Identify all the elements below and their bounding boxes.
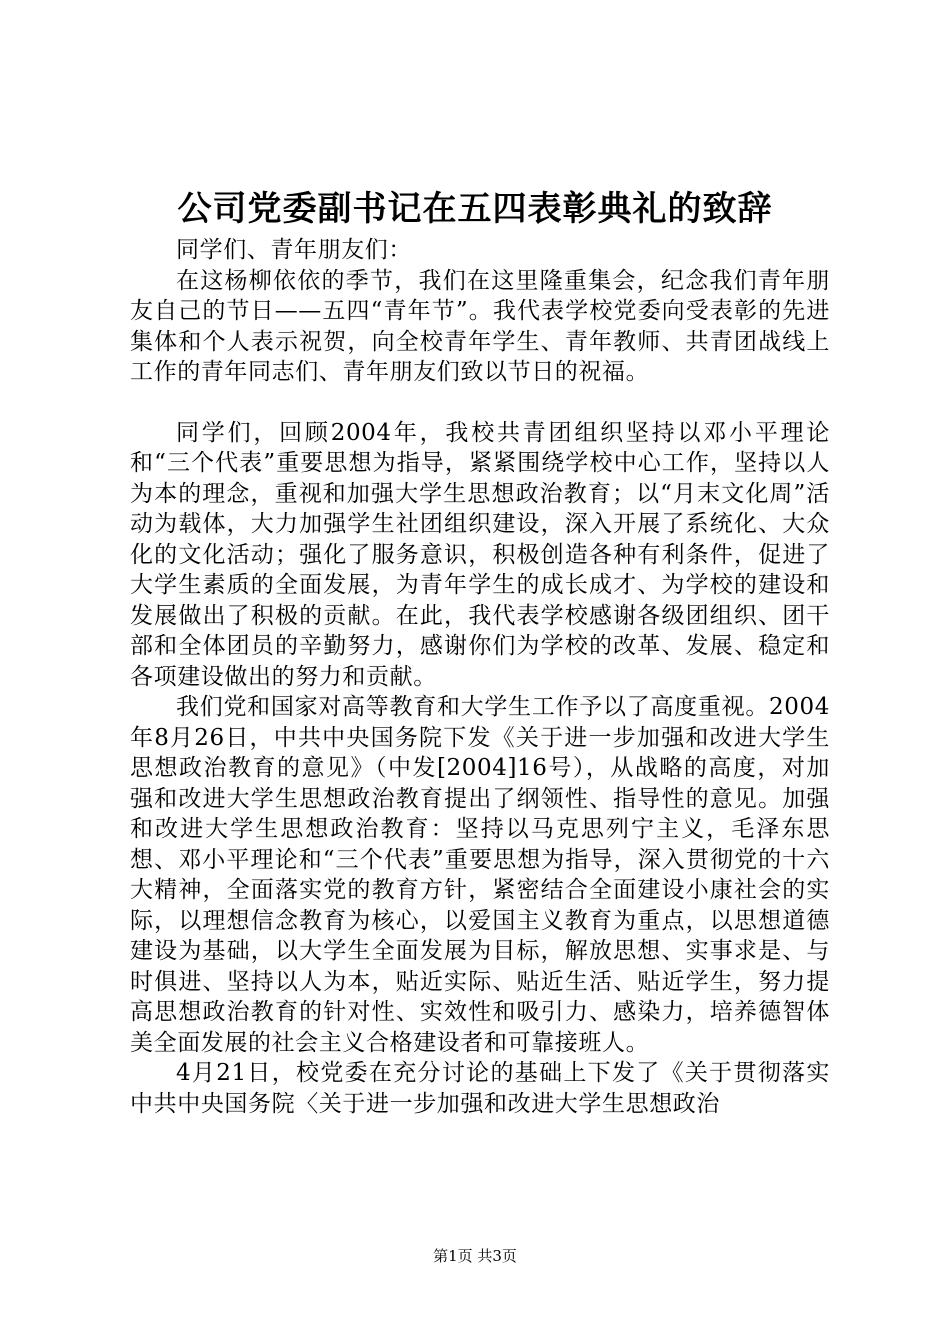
body-paragraph-1: 在这杨柳依依的季节，我们在这里隆重集会，纪念我们青年朋友自己的节日——五四“青年节”。我代表学校党委向受表彰的先进集体和个人表示祝贺，向全校青年学生、青年教师、共青团战线上工作的青年同志们、青年朋友们致以节日的祝福。 (130, 267, 830, 385)
body-paragraph-3: 我们党和国家对高等教育和大学生工作予以了高度重视。2004年8月26日，中共中央国务院下发《关于进一步加强和改进大学生思想政治教育的意见》（中发[2004]16号），从战略的高度，对加强和改进大学生思想政治教育提出了纲领性、指导性的意见。加强和改进大学生思想政治教育：坚持以马克思列宁主义，毛泽东思想、邓小平理论和“三个代表”重要思想为指导，深入贯彻党的十六大精神，全面落实党的教育方针，紧密结合全面建设小康社会的实际，以理想信念教育为核心，以爱国主义教育为重点，以思想道德建设为基础，以大学生全面发展为目标，解放思想、实事求是、与时俱进、坚持以人为本，贴近实际、贴近生活、贴近学生，努力提高思想政治教育的针对性、实效性和吸引力、感染力，培养德智体美全面发展的社会主义合格建设者和可靠接班人。 (130, 694, 830, 1056)
body-paragraph-2: 同学们，回顾2004年，我校共青团组织坚持以邓小平理论和“三个代表”重要思想为指导，紧紧围绕学校中心工作，坚持以人为本的理念，重视和加强大学生思想政治教育；以“月末文化周”活动为载体，大力加强学生社团组织建设，深入开展了系统化、大众化的文化活动；强化了服务意识，积极创造各种有利条件，促进了大学生素质的全面发展，为青年学生的成长成才、为学校的建设和发展做出了积极的贡献。在此，我代表学校感谢各级团组织、团干部和全体团员的辛勤努力，感谢你们为学校的改革、发展、稳定和各项建设做出的努力和贡献。 (130, 419, 830, 690)
document-body (130, 235, 830, 1119)
body-paragraph-4: 4月21日，校党委在充分讨论的基础上下发了《关于贯彻落实中共中央国务院〈关于进一步加强和改进大学生思想政治 (130, 1060, 830, 1117)
document-title: 公司党委副书记在五四表彰典礼的致辞 (177, 189, 773, 229)
greeting-paragraph: 同学们、青年朋友们： (176, 237, 412, 263)
page-footer: 第1页 共3页 (433, 1247, 517, 1265)
